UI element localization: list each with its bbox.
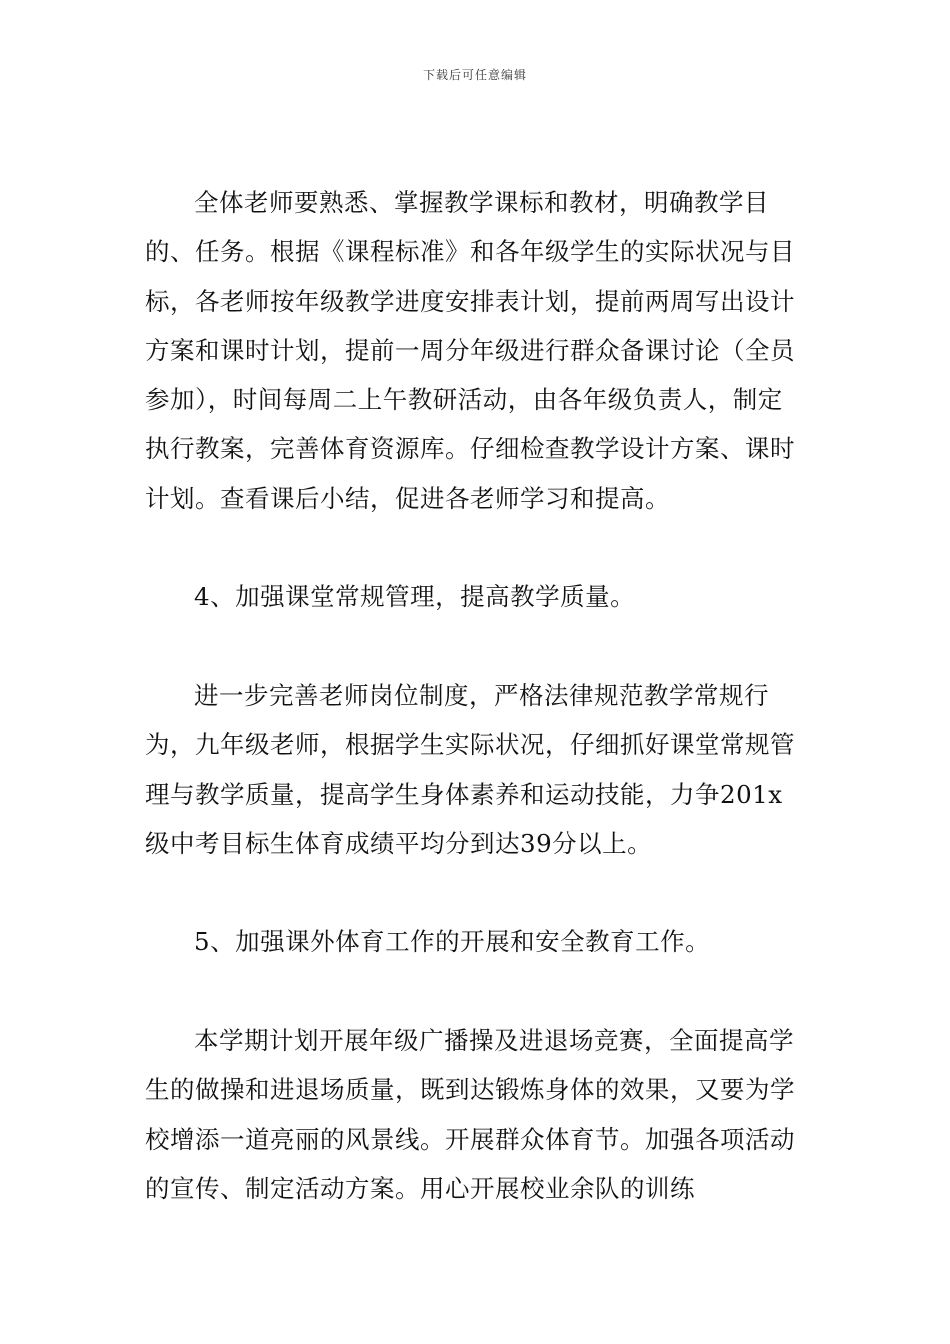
section-heading-classroom-management: 4、加强课堂常规管理，提高教学质量。 [194,582,636,612]
paragraph-gap [145,523,807,572]
paragraph-gap [145,868,807,917]
paragraph-teaching-quality: 进一步完善老师岗位制度，严格法律规范教学常规行为，九年级老师，根据学生实际状况，仔细抓好课堂常规管理与教学质量，提高学生身体素养和运动技能，力争201x级中考目标生体育成绩平均分到达39分以上。 [145,680,795,858]
paragraph-lesson-planning: 全体老师要熟悉、掌握教学课标和教材，明确教学目的、任务。根据《课程标准》和各年级学生的实际状况与目标，各老师按年级教学进度安排表计划，提前两周写出设计方案和课时计划，提前一周分年级进行群众备课讨论（全员参加），时间每周二上午教研活动，由各年级负责人，制定执行教案，完善体育资源库。仔细检查教学设计方案、课时计划。查看课后小结，促进各老师学习和提高。 [145,188,795,513]
document-body [145,178,807,1213]
paragraph-gap [145,967,807,1016]
page-header: 下载后可任意编辑 [422,68,527,82]
section-heading-extracurricular: 5、加强课外体育工作的开展和安全教育工作。 [194,927,711,957]
paragraph-activities-plan: 本学期计划开展年级广播操及进退场竞赛，全面提高学生的做操和进退场质量，既到达锻炼身体的效果，又要为学校增添一道亮丽的风景线。开展群众体育节。加强各项活动的宣传、制定活动方案。用心开展校业余队的训练 [145,1026,795,1203]
paragraph-gap [145,622,807,671]
